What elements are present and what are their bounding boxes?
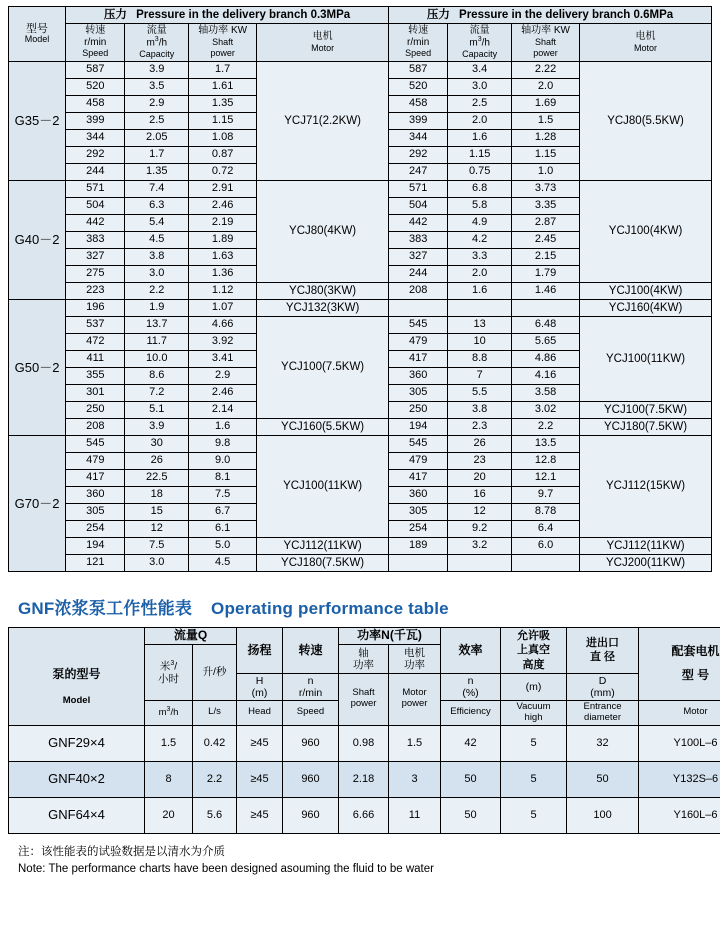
- capacity-value-right: 3.2: [448, 538, 512, 555]
- shaft-power-value-right: 2.2: [512, 419, 580, 436]
- capacity-value-left: 3.9: [125, 62, 189, 79]
- header-head: 扬程: [237, 628, 283, 674]
- shaft-power-value-left: 6.7: [189, 504, 257, 521]
- capacity-value-left: 7.5: [125, 538, 189, 555]
- capacity-value-left: 5.1: [125, 402, 189, 419]
- motor-label-right: YCJ100(4KW): [580, 181, 712, 283]
- header-speed-left: 转速 r/min Speed: [66, 24, 125, 62]
- shaft-power-value-right: 4.16: [512, 368, 580, 385]
- capacity-value-left: 10.0: [125, 351, 189, 368]
- shaft-power-value-left: 7.5: [189, 487, 257, 504]
- table-row: [9, 725, 720, 761]
- speed-value-left: 520: [66, 79, 125, 96]
- shaft-power-value-left: 0.87: [189, 147, 257, 164]
- capacity-m3h: 8: [145, 761, 193, 797]
- speed-value-left: 244: [66, 164, 125, 181]
- table-row: [9, 181, 712, 198]
- speed-value-right: 417: [389, 351, 448, 368]
- motor-label-right: YCJ100(7.5KW): [580, 402, 712, 419]
- shaft-power-value-left: 3.41: [189, 351, 257, 368]
- table-row: [9, 300, 712, 317]
- shaft-power-value-left: 9.0: [189, 453, 257, 470]
- capacity-value-right: 2.3: [448, 419, 512, 436]
- pump-model: GNF64×4: [9, 797, 145, 833]
- model-label: G70－2: [9, 436, 66, 572]
- speed-value-right: 399: [389, 113, 448, 130]
- table-row: [9, 761, 720, 797]
- speed-value-right: 292: [389, 147, 448, 164]
- shaft-power-value-left: 6.1: [189, 521, 257, 538]
- motor-label-right: YCJ200(11KW): [580, 555, 712, 572]
- perf-header-row-1: [9, 628, 720, 645]
- speed-value-left: 417: [66, 470, 125, 487]
- table-row: [9, 555, 712, 572]
- speed-value-left: 301: [66, 385, 125, 402]
- capacity-value-right: 23: [448, 453, 512, 470]
- shaft-power-value-right: 2.0: [512, 79, 580, 96]
- header-entrance-symbol: D (mm): [567, 673, 639, 700]
- capacity-value-right: 2.5: [448, 96, 512, 113]
- motor-power-value: 3: [389, 761, 441, 797]
- shaft-power-value-right: 6.4: [512, 521, 580, 538]
- shaft-power-value-left: 4.5: [189, 555, 257, 572]
- shaft-power-value-left: 5.0: [189, 538, 257, 555]
- header-vacuum: 允许吸 上真空 高度: [501, 628, 567, 674]
- section-title-cn: GNF浓浆泵工作性能表: [18, 599, 193, 618]
- shaft-power-value-right: 3.73: [512, 181, 580, 198]
- capacity-value-left: 11.7: [125, 334, 189, 351]
- header-capacity-ls-en: L/s: [193, 701, 237, 726]
- capacity-value-left: 2.9: [125, 96, 189, 113]
- capacity-value-left: 3.0: [125, 555, 189, 572]
- speed-value-left: 587: [66, 62, 125, 79]
- speed-value-left: 194: [66, 538, 125, 555]
- motor-label-right: YCJ100(4KW): [580, 283, 712, 300]
- shaft-power-value-left: 1.07: [189, 300, 257, 317]
- capacity-value-left: 13.7: [125, 317, 189, 334]
- capacity-value-right: 3.4: [448, 62, 512, 79]
- capacity-value-right: 5.5: [448, 385, 512, 402]
- shaft-power-value-left: 9.8: [189, 436, 257, 453]
- entrance-diameter-value: 100: [567, 797, 639, 833]
- speed-value-left: 196: [66, 300, 125, 317]
- vacuum-value: 5: [501, 725, 567, 761]
- speed-value-right: 545: [389, 436, 448, 453]
- speed-value-left: 254: [66, 521, 125, 538]
- capacity-value-right: 2.0: [448, 113, 512, 130]
- capacity-value-right: 7: [448, 368, 512, 385]
- shaft-power-value: 2.18: [339, 761, 389, 797]
- speed-value-right: 208: [389, 283, 448, 300]
- capacity-value-left: 1.35: [125, 164, 189, 181]
- section-title-en: Operating performance table: [211, 599, 449, 618]
- capacity-value-left: 2.05: [125, 130, 189, 147]
- speed-value-right: 244: [389, 266, 448, 283]
- speed-value-left: 383: [66, 232, 125, 249]
- capacity-value-right: [448, 555, 512, 572]
- header-speed-symbol: n r/min: [283, 673, 339, 700]
- header-motor-right: 电机 Motor: [580, 24, 712, 62]
- gnf-operating-performance-table: [8, 627, 720, 834]
- capacity-value-left: 18: [125, 487, 189, 504]
- capacity-value-left: 2.2: [125, 283, 189, 300]
- capacity-value-left: 7.2: [125, 385, 189, 402]
- notes-block: [18, 844, 712, 879]
- capacity-value-left: 22.5: [125, 470, 189, 487]
- header-entrance: 进出口 直 径: [567, 628, 639, 674]
- model-label: G50－2: [9, 300, 66, 436]
- speed-value: 960: [283, 761, 339, 797]
- header-model: 泵的型号 Model: [9, 628, 145, 726]
- shaft-power-value-left: 1.35: [189, 96, 257, 113]
- speed-value-right: 327: [389, 249, 448, 266]
- shaft-power-value-left: 2.9: [189, 368, 257, 385]
- shaft-power-value-left: 1.12: [189, 283, 257, 300]
- speed-value-right: 479: [389, 334, 448, 351]
- shaft-power-value-left: 8.1: [189, 470, 257, 487]
- header-head-symbol: H (m): [237, 673, 283, 700]
- motor-label-left: YCJ132(3KW): [257, 300, 389, 317]
- header-model: 型号 Model: [9, 7, 66, 62]
- note-en: Note: The performance charts have been designed asouming the fluid to be water: [18, 863, 434, 876]
- header-head-en: Head: [237, 701, 283, 726]
- shaft-power-value-left: 1.6: [189, 419, 257, 436]
- header-efficiency: 效率: [441, 628, 501, 674]
- shaft-power-value: 0.98: [339, 725, 389, 761]
- speed-value-left: 327: [66, 249, 125, 266]
- capacity-m3h: 1.5: [145, 725, 193, 761]
- speed-value-right: 545: [389, 317, 448, 334]
- speed-value-right: 587: [389, 62, 448, 79]
- head-value: ≥45: [237, 797, 283, 833]
- speed-value-left: 208: [66, 419, 125, 436]
- motor-label-left: YCJ80(4KW): [257, 181, 389, 283]
- motor-label-left: YCJ180(7.5KW): [257, 555, 389, 572]
- speed-value-right: 520: [389, 79, 448, 96]
- motor-model: Y132S–6: [639, 761, 720, 797]
- capacity-value-right: 0.75: [448, 164, 512, 181]
- capacity-value-right: 20: [448, 470, 512, 487]
- header-motor-en: Motor: [639, 701, 720, 726]
- shaft-power-value-right: 1.79: [512, 266, 580, 283]
- capacity-value-left: 1.7: [125, 147, 189, 164]
- header-capacity-m3h-en: $m^3/h$: [145, 701, 193, 726]
- motor-label-right: YCJ112(11KW): [580, 538, 712, 555]
- header-speed-en: Speed: [283, 701, 339, 726]
- capacity-value-left: 5.4: [125, 215, 189, 232]
- shaft-power-value-right: 1.15: [512, 147, 580, 164]
- capacity-ls: 5.6: [193, 797, 237, 833]
- header-motor: 配套电机 型 号: [639, 628, 720, 701]
- speed-value-right: 305: [389, 385, 448, 402]
- header-vacuum-en: Vacuum high: [501, 701, 567, 726]
- shaft-power-value-right: 1.69: [512, 96, 580, 113]
- shaft-power-value-right: 12.1: [512, 470, 580, 487]
- capacity-value-left: 3.8: [125, 249, 189, 266]
- efficiency-value: 42: [441, 725, 501, 761]
- speed-value-right: 417: [389, 470, 448, 487]
- header-capacity-m3h: 米$^3$/ 小时: [145, 644, 193, 700]
- shaft-power-value-right: 8.78: [512, 504, 580, 521]
- speed-value-right: [389, 555, 448, 572]
- efficiency-value: 50: [441, 797, 501, 833]
- capacity-value-left: 26: [125, 453, 189, 470]
- capacity-value-right: 4.2: [448, 232, 512, 249]
- shaft-power-value-right: [512, 555, 580, 572]
- speed-value-left: 292: [66, 147, 125, 164]
- motor-label-left: YCJ112(11KW): [257, 538, 389, 555]
- header-capacity-ls: 升/秒: [193, 644, 237, 700]
- shaft-power-value-right: 2.22: [512, 62, 580, 79]
- shaft-power-value-right: 1.46: [512, 283, 580, 300]
- speed-value-left: 458: [66, 96, 125, 113]
- note-cn: 注：该性能表的试验数据是以清水为介质: [18, 845, 225, 858]
- shaft-power-value-left: 1.63: [189, 249, 257, 266]
- shaft-power-value-right: 2.45: [512, 232, 580, 249]
- capacity-value-left: 1.9: [125, 300, 189, 317]
- capacity-value-left: 3.9: [125, 419, 189, 436]
- speed-value-left: 442: [66, 215, 125, 232]
- header-capacity: 流量Q: [145, 628, 237, 645]
- header-speed: 转速: [283, 628, 339, 674]
- capacity-value-right: 3.3: [448, 249, 512, 266]
- shaft-power-value-left: 0.72: [189, 164, 257, 181]
- shaft-power-value-right: [512, 300, 580, 317]
- shaft-power-value-left: 2.91: [189, 181, 257, 198]
- motor-label-right: YCJ80(5.5KW): [580, 62, 712, 181]
- shaft-power-value-right: 6.0: [512, 538, 580, 555]
- speed-value-right: 479: [389, 453, 448, 470]
- table-row: [9, 62, 712, 79]
- capacity-value-right: 5.8: [448, 198, 512, 215]
- speed-value-left: 537: [66, 317, 125, 334]
- speed-value-right: 360: [389, 368, 448, 385]
- header-power: 功率N(千瓦): [339, 628, 441, 645]
- header-shaft-power-left: 轴功率 KW Shaft power: [189, 24, 257, 62]
- motor-label-left: YCJ80(3KW): [257, 283, 389, 300]
- shaft-power-value-left: 3.92: [189, 334, 257, 351]
- capacity-value-right: 10: [448, 334, 512, 351]
- speed-value-left: 275: [66, 266, 125, 283]
- table-row: [9, 797, 720, 833]
- speed-value-left: 571: [66, 181, 125, 198]
- shaft-power-value-right: 1.0: [512, 164, 580, 181]
- shaft-power-value-left: 1.7: [189, 62, 257, 79]
- speed-value-right: [389, 300, 448, 317]
- header-power-shaft-en: Shaft power: [339, 673, 389, 725]
- capacity-value-right: 9.2: [448, 521, 512, 538]
- capacity-value-left: 15: [125, 504, 189, 521]
- speed-value-right: 442: [389, 215, 448, 232]
- speed-value-right: 247: [389, 164, 448, 181]
- shaft-power-value-left: 2.19: [189, 215, 257, 232]
- shaft-power-value-left: 2.14: [189, 402, 257, 419]
- shaft-power-value-right: 1.28: [512, 130, 580, 147]
- motor-label-left: YCJ100(11KW): [257, 436, 389, 538]
- speed-value-right: 250: [389, 402, 448, 419]
- motor-label-left: YCJ160(5.5KW): [257, 419, 389, 436]
- capacity-value-right: 1.6: [448, 283, 512, 300]
- shaft-power-value-right: 1.5: [512, 113, 580, 130]
- motor-model: Y100L–6: [639, 725, 720, 761]
- motor-label-left: YCJ100(7.5KW): [257, 317, 389, 419]
- speed-value-right: 189: [389, 538, 448, 555]
- shaft-power-value-right: 5.65: [512, 334, 580, 351]
- capacity-ls: 2.2: [193, 761, 237, 797]
- speed-value-right: 254: [389, 521, 448, 538]
- vacuum-value: 5: [501, 761, 567, 797]
- capacity-value-left: 2.5: [125, 113, 189, 130]
- motor-label-right: YCJ112(15KW): [580, 436, 712, 538]
- capacity-value-left: 8.6: [125, 368, 189, 385]
- header-capacity-right: 流量 $m^3/h$ Capacity: [448, 24, 512, 62]
- header-shaft-power-right: 轴功率 KW Shaft power: [512, 24, 580, 62]
- speed-value-left: 399: [66, 113, 125, 130]
- speed-value-left: 355: [66, 368, 125, 385]
- speed-value: 960: [283, 725, 339, 761]
- shaft-power-value: 6.66: [339, 797, 389, 833]
- capacity-value-right: 3.0: [448, 79, 512, 96]
- shaft-power-value-right: 3.02: [512, 402, 580, 419]
- motor-label-right: YCJ180(7.5KW): [580, 419, 712, 436]
- shaft-power-value-left: 1.15: [189, 113, 257, 130]
- header-power-shaft: 轴 功率: [339, 644, 389, 673]
- capacity-value-right: [448, 300, 512, 317]
- capacity-value-right: 2.0: [448, 266, 512, 283]
- speed-value-right: 504: [389, 198, 448, 215]
- header-vacuum-unit: (m): [501, 673, 567, 700]
- motor-label-right: YCJ100(11KW): [580, 317, 712, 402]
- shaft-power-value-right: 3.35: [512, 198, 580, 215]
- shaft-power-value-right: 4.86: [512, 351, 580, 368]
- motor-power-value: 1.5: [389, 725, 441, 761]
- header-capacity-left: 流量 $m^3/h$ Capacity: [125, 24, 189, 62]
- capacity-value-right: 8.8: [448, 351, 512, 368]
- capacity-value-left: 6.3: [125, 198, 189, 215]
- vacuum-value: 5: [501, 797, 567, 833]
- pump-performance-table: [8, 6, 712, 572]
- shaft-power-value-left: 1.08: [189, 130, 257, 147]
- speed-value-right: 305: [389, 504, 448, 521]
- capacity-value-right: 3.8: [448, 402, 512, 419]
- speed-value-right: 360: [389, 487, 448, 504]
- speed-value-left: 223: [66, 283, 125, 300]
- speed-value-right: 344: [389, 130, 448, 147]
- head-value: ≥45: [237, 725, 283, 761]
- capacity-value-left: 12: [125, 521, 189, 538]
- speed-value-left: 305: [66, 504, 125, 521]
- capacity-value-right: 26: [448, 436, 512, 453]
- capacity-value-left: 30: [125, 436, 189, 453]
- capacity-value-left: 3.0: [125, 266, 189, 283]
- motor-power-value: 11: [389, 797, 441, 833]
- speed-value-left: 545: [66, 436, 125, 453]
- entrance-diameter-value: 50: [567, 761, 639, 797]
- header-power-motor-en: Motor power: [389, 673, 441, 725]
- capacity-ls: 0.42: [193, 725, 237, 761]
- speed-value-left: 121: [66, 555, 125, 572]
- model-label: G40－2: [9, 181, 66, 300]
- shaft-power-value-right: 2.87: [512, 215, 580, 232]
- shaft-power-value-right: 3.58: [512, 385, 580, 402]
- capacity-value-right: 6.8: [448, 181, 512, 198]
- header-pressure-06: 压力 Pressure in the delivery branch 0.6MPa: [389, 7, 712, 24]
- speed-value: 960: [283, 797, 339, 833]
- section-title: [18, 594, 712, 619]
- capacity-value-right: 13: [448, 317, 512, 334]
- speed-value-left: 411: [66, 351, 125, 368]
- header-speed-right: 转速 r/min Speed: [389, 24, 448, 62]
- shaft-power-value-right: 9.7: [512, 487, 580, 504]
- header-power-motor: 电机 功率: [389, 644, 441, 673]
- speed-value-right: 458: [389, 96, 448, 113]
- shaft-power-value-left: 1.36: [189, 266, 257, 283]
- capacity-value-left: 3.5: [125, 79, 189, 96]
- entrance-diameter-value: 32: [567, 725, 639, 761]
- header-motor-left: 电机 Motor: [257, 24, 389, 62]
- pump-model: GNF29×4: [9, 725, 145, 761]
- table-row: [9, 436, 712, 453]
- motor-label-right: YCJ160(4KW): [580, 300, 712, 317]
- capacity-m3h: 20: [145, 797, 193, 833]
- speed-value-right: 194: [389, 419, 448, 436]
- capacity-value-right: 4.9: [448, 215, 512, 232]
- capacity-value-right: 1.6: [448, 130, 512, 147]
- shaft-power-value-left: 2.46: [189, 385, 257, 402]
- table-row: [9, 538, 712, 555]
- speed-value-right: 571: [389, 181, 448, 198]
- table-row: [9, 419, 712, 436]
- shaft-power-value-right: 13.5: [512, 436, 580, 453]
- speed-value-left: 250: [66, 402, 125, 419]
- speed-value-left: 360: [66, 487, 125, 504]
- header-entrance-en: Entrance diameter: [567, 701, 639, 726]
- table-row: [9, 317, 712, 334]
- capacity-value-right: 12: [448, 504, 512, 521]
- shaft-power-value-right: 6.48: [512, 317, 580, 334]
- capacity-value-right: 1.15: [448, 147, 512, 164]
- model-label: G35－2: [9, 62, 66, 181]
- capacity-value-left: 4.5: [125, 232, 189, 249]
- motor-model: Y160L–6: [639, 797, 720, 833]
- pump-model: GNF40×2: [9, 761, 145, 797]
- efficiency-value: 50: [441, 761, 501, 797]
- speed-value-left: 504: [66, 198, 125, 215]
- header-efficiency-en: Efficiency: [441, 701, 501, 726]
- capacity-value-right: 16: [448, 487, 512, 504]
- shaft-power-value-left: 1.89: [189, 232, 257, 249]
- shaft-power-value-right: 2.15: [512, 249, 580, 266]
- shaft-power-value-left: 2.46: [189, 198, 257, 215]
- speed-value-right: 383: [389, 232, 448, 249]
- shaft-power-value-right: 12.8: [512, 453, 580, 470]
- shaft-power-value-left: 4.66: [189, 317, 257, 334]
- header-efficiency-symbol: n (%): [441, 673, 501, 700]
- table-row: [9, 283, 712, 300]
- motor-label-left: YCJ71(2.2KW): [257, 62, 389, 181]
- table-subheader-row: [9, 24, 712, 62]
- header-pressure-03: 压力 Pressure in the delivery branch 0.3MPa: [66, 7, 389, 24]
- head-value: ≥45: [237, 761, 283, 797]
- capacity-value-left: 7.4: [125, 181, 189, 198]
- shaft-power-value-left: 1.61: [189, 79, 257, 96]
- speed-value-left: 479: [66, 453, 125, 470]
- speed-value-left: 344: [66, 130, 125, 147]
- speed-value-left: 472: [66, 334, 125, 351]
- table-header-row: [9, 7, 712, 24]
